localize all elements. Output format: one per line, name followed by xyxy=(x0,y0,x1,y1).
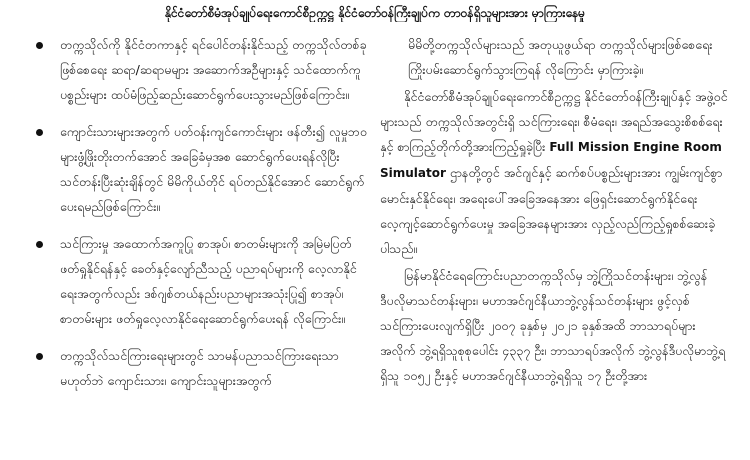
bullet-icon xyxy=(36,241,43,248)
bullet-item xyxy=(28,343,368,393)
paragraph-text: ဌာနတို့တွင် အင်ဂျင်နှင့် ဆက်စပ်ပစ္စည်းများအား ကျွမ်းကျင်စွာ မောင်းနှင်နိုင်ရေး၊ အရေးပေါ်အခြေအနေအား ဖြေရှင်းဆောင်ရွက်နိုင်ရေး လေ့ကျင့်ဆောင်ရွက်ပေးမှု အခြေအနေများအား လှည့်လည်ကြည့်ရှုစစ်ဆေးခဲ့ပါသည်။ xyxy=(380,165,723,256)
bullet-icon xyxy=(36,353,43,360)
left-column xyxy=(28,32,368,405)
bullet-icon xyxy=(36,129,43,136)
paragraph-text: နိုင်ငံတော်စီမံအုပ်ချုပ်ရေးကောင်စီဥက္ကဋ္ဌ နိုင်ငံတော်ဝန်ကြီးချုပ်နှင့် အဖွဲ့ဝင်များသည် တက္ကသိုလ်အတွင်းရှိ သင်ကြားရေး၊ စီမံရေး၊ အရည်အသွေးစိစစ်ရေးနှင့် စာကြည့်တိုက်တို့အားကြည့်ရှုခဲ့ပြီး xyxy=(380,89,728,154)
page-headline: နိုင်ငံတော်စီမံအုပ်ချုပ်ရေးကောင်စီဥက္ကဋ္ဌ နိုင်ငံတော်ဝန်ကြီးချုပ်က တာဝန်ရှိသူများအား မှာကြားနေမှု xyxy=(164,6,586,20)
simulator-term: Full Mission Engine Room Simulator xyxy=(380,140,722,180)
bullet-item xyxy=(28,32,368,107)
bullet-item xyxy=(28,231,368,331)
paragraph xyxy=(380,84,730,261)
bullet-item xyxy=(28,119,368,219)
bullet-text: သင်ကြားမှု အထောက်အကူပြု စာအုပ်၊ စာတမ်းများကို အမြဲမပြတ်ဖတ်ရှုနိုင်ရန်နှင့် ခေတ်နှင့်လျော်ညီသည့် ပညာရပ်များကို လေ့လာနိုင်ရေးအတွက်လည်း ဒစ်ဂျစ်တယ်နည်းပညာများအသုံးပြု၍ စာအုပ်၊ စာတမ်းများ ဖတ်ရှုလေ့လာနိုင်ရေးဆောင်ရွက်ပေးရန် လိုကြောင်း။ xyxy=(60,236,357,326)
bullet-text: တက္ကသိုလ်ကို နိုင်ငံတကာနှင့် ရင်ပေါင်တန်းနိုင်သည့် တက္ကသိုလ်တစ်ခုဖြစ်စေရေး ဆရာ/ဆရာမများ အဆောက်အဦများနှင့် သင်ထောက်ကူပစ္စည်းများ ထပ်မံဖြည့်ဆည်းဆောင်ရွက်ပေးသွားမည်ဖြစ်ကြောင်း။ xyxy=(60,37,367,102)
paragraph: မြန်မာနိုင်ငံရေကြောင်းပညာတက္ကသိုလ်မှ ဘွဲ့ကြိုသင်တန်းများ၊ ဘွဲ့လွန်ဒီပလိုမာသင်တန်းများ၊ မဟာအင်ဂျင်နီယာဘွဲ့လွန်သင်တန်းများ ဖွင့်လှစ်သင်ကြားပေးလျက်ရှိပြီး ၂၀၀၇ ခုနှစ်မှ ၂၀၂၁ ခုနှစ်အထိ ဘာသာရပ်များအလိုက် ဘွဲ့ရရှိသူစုစုပေါင်း ၄၃၃၇ ဦး၊ ဘာသာရပ်အလိုက် ဘွဲ့လွန်ဒီပလိုမာဘွဲ့ရရှိသူ ၁၀၅၂ ဦးနှင့် မဟာအင်ဂျင်နီယာဘွဲ့ရရှိသူ ၁၇ ဦးတို့အား xyxy=(380,268,726,383)
bullet-text: ကျောင်းသားများအတွက် ပတ်ဝန်းကျင်ကောင်းများ ဖန်တီး၍ လူမှုဘဝများဖွံ့ဖြိုးတိုးတက်အောင် အခြေခံမှအစ ဆောင်ရွက်ပေးရန်လိုပြီး သင်တန်းပြီးဆုံးချိန်တွင် မိမိကိုယ်တိုင် ရပ်တည်နိုင်အောင် ဆောင်ရွက်ပေးရမည်ဖြစ်ကြောင်း။ xyxy=(60,124,367,214)
paragraph: မိမိတို့တက္ကသိုလ်များသည် အတုယူဖွယ်ရာ တက္ကသိုလ်များဖြစ်စေရေး ကြိုးပမ်းဆောင်ရွက်သွားကြရန် လိုကြောင်း မှာကြားခဲ့။ xyxy=(408,37,713,77)
bullet-icon xyxy=(36,42,43,49)
right-column xyxy=(380,32,730,390)
bullet-text: တက္ကသိုလ်သင်ကြားရေးများတွင် သာမန်ပညာသင်ကြားရေးသာ မဟုတ်ဘဲ ကျောင်းသား၊ ကျောင်းသူများအတွက် xyxy=(60,348,339,388)
